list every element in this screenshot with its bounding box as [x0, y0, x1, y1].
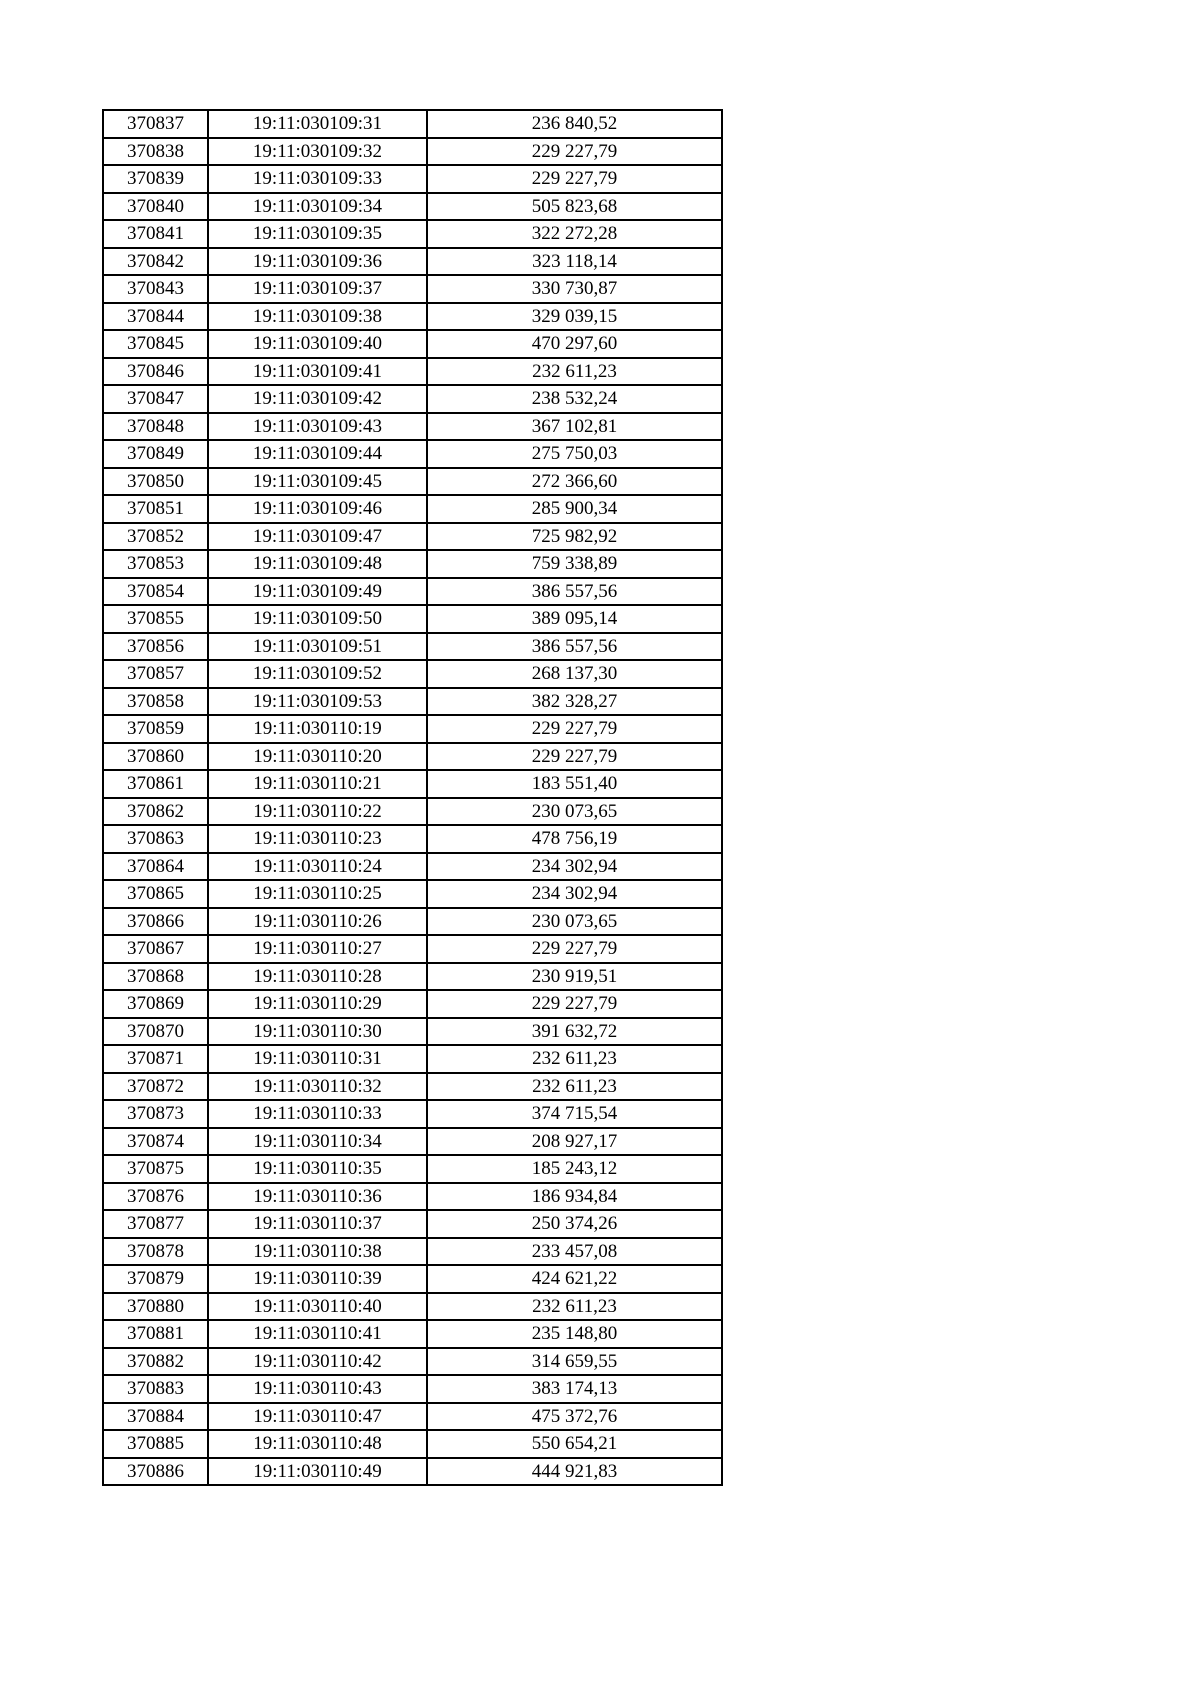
- table-row: [103, 798, 722, 826]
- cadastral-value-cell: 374 715,54: [427, 1100, 722, 1128]
- table-row: [103, 1458, 722, 1486]
- row-number-cell: 370867: [103, 935, 208, 963]
- table-row: [103, 1100, 722, 1128]
- row-number-cell: 370856: [103, 633, 208, 661]
- cadastral-number-cell: 19:11:030109:42: [208, 385, 427, 413]
- row-number-cell: 370871: [103, 1045, 208, 1073]
- cadastral-value-cell: 250 374,26: [427, 1210, 722, 1238]
- cadastral-value-cell: 232 611,23: [427, 1073, 722, 1101]
- cadastral-value-cell: 232 611,23: [427, 1293, 722, 1321]
- cadastral-number-cell: 19:11:030109:53: [208, 688, 427, 716]
- cadastral-number-cell: 19:11:030110:26: [208, 908, 427, 936]
- row-number-cell: 370853: [103, 550, 208, 578]
- row-number-cell: 370837: [103, 110, 208, 138]
- row-number-cell: 370855: [103, 605, 208, 633]
- cadastral-number-cell: 19:11:030110:25: [208, 880, 427, 908]
- cadastral-value-cell: 229 227,79: [427, 935, 722, 963]
- row-number-cell: 370851: [103, 495, 208, 523]
- cadastral-number-cell: 19:11:030109:33: [208, 165, 427, 193]
- cadastral-number-cell: 19:11:030109:43: [208, 413, 427, 441]
- row-number-cell: 370847: [103, 385, 208, 413]
- row-number-cell: 370868: [103, 963, 208, 991]
- cadastral-value-cell: 475 372,76: [427, 1403, 722, 1431]
- table-row: [103, 853, 722, 881]
- cadastral-value-cell: 232 611,23: [427, 1045, 722, 1073]
- cadastral-number-cell: 19:11:030109:47: [208, 523, 427, 551]
- cadastral-number-cell: 19:11:030109:45: [208, 468, 427, 496]
- cadastral-number-cell: 19:11:030110:42: [208, 1348, 427, 1376]
- cadastral-number-cell: 19:11:030110:38: [208, 1238, 427, 1266]
- table-row: [103, 1293, 722, 1321]
- cadastral-number-cell: 19:11:030110:37: [208, 1210, 427, 1238]
- table-row: [103, 358, 722, 386]
- table-row: [103, 440, 722, 468]
- cadastral-value-cell: 391 632,72: [427, 1018, 722, 1046]
- row-number-cell: 370854: [103, 578, 208, 606]
- cadastral-value-cell: 330 730,87: [427, 275, 722, 303]
- table-row: [103, 550, 722, 578]
- cadastral-value-cell: 229 227,79: [427, 715, 722, 743]
- table-row: [103, 633, 722, 661]
- row-number-cell: 370881: [103, 1320, 208, 1348]
- row-number-cell: 370842: [103, 248, 208, 276]
- cadastral-value-cell: 444 921,83: [427, 1458, 722, 1486]
- cadastral-value-cell: 272 366,60: [427, 468, 722, 496]
- cadastral-value-cell: 232 611,23: [427, 358, 722, 386]
- cadastral-number-cell: 19:11:030110:32: [208, 1073, 427, 1101]
- row-number-cell: 370885: [103, 1430, 208, 1458]
- row-number-cell: 370838: [103, 138, 208, 166]
- cadastral-number-cell: 19:11:030109:40: [208, 330, 427, 358]
- cadastral-value-cell: 238 532,24: [427, 385, 722, 413]
- cadastral-value-cell: 322 272,28: [427, 220, 722, 248]
- cadastral-number-cell: 19:11:030109:41: [208, 358, 427, 386]
- cadastral-number-cell: 19:11:030110:48: [208, 1430, 427, 1458]
- cadastral-value-cell: 268 137,30: [427, 660, 722, 688]
- table-row: [103, 110, 722, 138]
- cadastral-number-cell: 19:11:030110:39: [208, 1265, 427, 1293]
- cadastral-value-cell: 233 457,08: [427, 1238, 722, 1266]
- cadastral-number-cell: 19:11:030109:32: [208, 138, 427, 166]
- cadastral-value-cell: 323 118,14: [427, 248, 722, 276]
- row-number-cell: 370863: [103, 825, 208, 853]
- row-number-cell: 370873: [103, 1100, 208, 1128]
- row-number-cell: 370845: [103, 330, 208, 358]
- cadastral-value-cell: 505 823,68: [427, 193, 722, 221]
- table-row: [103, 275, 722, 303]
- row-number-cell: 370857: [103, 660, 208, 688]
- table-row: [103, 1375, 722, 1403]
- cadastral-value-cell: 367 102,81: [427, 413, 722, 441]
- row-number-cell: 370849: [103, 440, 208, 468]
- cadastral-value-cell: 230 073,65: [427, 908, 722, 936]
- cadastral-number-cell: 19:11:030110:29: [208, 990, 427, 1018]
- cadastral-number-cell: 19:11:030109:52: [208, 660, 427, 688]
- row-number-cell: 370848: [103, 413, 208, 441]
- cadastral-value-cell: 229 227,79: [427, 990, 722, 1018]
- row-number-cell: 370841: [103, 220, 208, 248]
- table-row: [103, 1155, 722, 1183]
- table-row: [103, 963, 722, 991]
- cadastral-number-cell: 19:11:030110:41: [208, 1320, 427, 1348]
- cadastral-value-cell: 725 982,92: [427, 523, 722, 551]
- row-number-cell: 370861: [103, 770, 208, 798]
- cadastral-value-cell: 230 073,65: [427, 798, 722, 826]
- cadastral-value-cell: 383 174,13: [427, 1375, 722, 1403]
- table-body: [103, 110, 722, 1485]
- cadastral-number-cell: 19:11:030110:24: [208, 853, 427, 881]
- table-row: [103, 1210, 722, 1238]
- table-row: [103, 1073, 722, 1101]
- cadastral-value-cell: 424 621,22: [427, 1265, 722, 1293]
- cadastral-value-cell: 235 148,80: [427, 1320, 722, 1348]
- row-number-cell: 370864: [103, 853, 208, 881]
- cadastral-value-cell: 236 840,52: [427, 110, 722, 138]
- cadastral-number-cell: 19:11:030110:30: [208, 1018, 427, 1046]
- cadastral-value-cell: 470 297,60: [427, 330, 722, 358]
- cadastral-number-cell: 19:11:030110:23: [208, 825, 427, 853]
- table-row: [103, 743, 722, 771]
- table-row: [103, 688, 722, 716]
- table-row: [103, 660, 722, 688]
- table-row: [103, 303, 722, 331]
- cadastral-number-cell: 19:11:030110:28: [208, 963, 427, 991]
- cadastral-number-cell: 19:11:030109:49: [208, 578, 427, 606]
- table-row: [103, 825, 722, 853]
- cadastral-value-cell: 234 302,94: [427, 853, 722, 881]
- table-row: [103, 578, 722, 606]
- cadastral-number-cell: 19:11:030110:21: [208, 770, 427, 798]
- cadastral-number-cell: 19:11:030109:31: [208, 110, 427, 138]
- row-number-cell: 370843: [103, 275, 208, 303]
- row-number-cell: 370846: [103, 358, 208, 386]
- row-number-cell: 370875: [103, 1155, 208, 1183]
- row-number-cell: 370876: [103, 1183, 208, 1211]
- cadastral-value-cell: 185 243,12: [427, 1155, 722, 1183]
- row-number-cell: 370858: [103, 688, 208, 716]
- row-number-cell: 370844: [103, 303, 208, 331]
- cadastral-number-cell: 19:11:030110:22: [208, 798, 427, 826]
- row-number-cell: 370840: [103, 193, 208, 221]
- cadastral-number-cell: 19:11:030110:49: [208, 1458, 427, 1486]
- table-row: [103, 715, 722, 743]
- cadastral-value-cell: 382 328,27: [427, 688, 722, 716]
- table-row: [103, 138, 722, 166]
- cadastral-value-cell: 329 039,15: [427, 303, 722, 331]
- cadastral-value-cell: 389 095,14: [427, 605, 722, 633]
- row-number-cell: 370859: [103, 715, 208, 743]
- row-number-cell: 370880: [103, 1293, 208, 1321]
- row-number-cell: 370869: [103, 990, 208, 1018]
- table-row: [103, 413, 722, 441]
- cadastral-number-cell: 19:11:030110:47: [208, 1403, 427, 1431]
- row-number-cell: 370860: [103, 743, 208, 771]
- row-number-cell: 370883: [103, 1375, 208, 1403]
- table-row: [103, 770, 722, 798]
- table-row: [103, 495, 722, 523]
- cadastral-value-cell: 285 900,34: [427, 495, 722, 523]
- cadastral-number-cell: 19:11:030109:35: [208, 220, 427, 248]
- cadastral-value-cell: 386 557,56: [427, 633, 722, 661]
- cadastral-number-cell: 19:11:030109:37: [208, 275, 427, 303]
- cadastral-number-cell: 19:11:030110:40: [208, 1293, 427, 1321]
- table-row: [103, 330, 722, 358]
- table-row: [103, 908, 722, 936]
- table-row: [103, 935, 722, 963]
- table-row: [103, 523, 722, 551]
- cadastral-number-cell: 19:11:030109:34: [208, 193, 427, 221]
- row-number-cell: 370852: [103, 523, 208, 551]
- cadastral-number-cell: 19:11:030110:27: [208, 935, 427, 963]
- cadastral-value-cell: 229 227,79: [427, 165, 722, 193]
- row-number-cell: 370850: [103, 468, 208, 496]
- table-row: [103, 1238, 722, 1266]
- cadastral-number-cell: 19:11:030109:38: [208, 303, 427, 331]
- table-row: [103, 165, 722, 193]
- cadastral-value-cell: 183 551,40: [427, 770, 722, 798]
- cadastral-number-cell: 19:11:030110:35: [208, 1155, 427, 1183]
- cadastral-value-cell: 208 927,17: [427, 1128, 722, 1156]
- table-row: [103, 1265, 722, 1293]
- row-number-cell: 370865: [103, 880, 208, 908]
- row-number-cell: 370866: [103, 908, 208, 936]
- cadastral-value-cell: 759 338,89: [427, 550, 722, 578]
- cadastral-value-cell: 275 750,03: [427, 440, 722, 468]
- row-number-cell: 370879: [103, 1265, 208, 1293]
- table-row: [103, 880, 722, 908]
- row-number-cell: 370862: [103, 798, 208, 826]
- table-row: [103, 605, 722, 633]
- cadastral-value-table: [102, 109, 723, 1486]
- row-number-cell: 370872: [103, 1073, 208, 1101]
- table-row: [103, 1128, 722, 1156]
- table-row: [103, 1018, 722, 1046]
- row-number-cell: 370878: [103, 1238, 208, 1266]
- row-number-cell: 370870: [103, 1018, 208, 1046]
- cadastral-number-cell: 19:11:030109:50: [208, 605, 427, 633]
- cadastral-value-cell: 229 227,79: [427, 138, 722, 166]
- cadastral-number-cell: 19:11:030110:19: [208, 715, 427, 743]
- cadastral-number-cell: 19:11:030110:34: [208, 1128, 427, 1156]
- cadastral-value-cell: 186 934,84: [427, 1183, 722, 1211]
- cadastral-number-cell: 19:11:030110:43: [208, 1375, 427, 1403]
- cadastral-value-cell: 386 557,56: [427, 578, 722, 606]
- table-row: [103, 1348, 722, 1376]
- cadastral-number-cell: 19:11:030109:51: [208, 633, 427, 661]
- cadastral-value-cell: 229 227,79: [427, 743, 722, 771]
- cadastral-number-cell: 19:11:030110:33: [208, 1100, 427, 1128]
- cadastral-number-cell: 19:11:030110:31: [208, 1045, 427, 1073]
- cadastral-number-cell: 19:11:030110:20: [208, 743, 427, 771]
- cadastral-value-cell: 314 659,55: [427, 1348, 722, 1376]
- row-number-cell: 370882: [103, 1348, 208, 1376]
- cadastral-value-cell: 230 919,51: [427, 963, 722, 991]
- table-row: [103, 990, 722, 1018]
- table-row: [103, 1403, 722, 1431]
- table-row: [103, 1320, 722, 1348]
- cadastral-value-cell: 234 302,94: [427, 880, 722, 908]
- cadastral-number-cell: 19:11:030109:36: [208, 248, 427, 276]
- row-number-cell: 370877: [103, 1210, 208, 1238]
- table-row: [103, 1430, 722, 1458]
- row-number-cell: 370886: [103, 1458, 208, 1486]
- table-row: [103, 248, 722, 276]
- cadastral-number-cell: 19:11:030109:48: [208, 550, 427, 578]
- cadastral-value-cell: 550 654,21: [427, 1430, 722, 1458]
- table-row: [103, 385, 722, 413]
- table-row: [103, 193, 722, 221]
- row-number-cell: 370874: [103, 1128, 208, 1156]
- table-row: [103, 1183, 722, 1211]
- cadastral-number-cell: 19:11:030110:36: [208, 1183, 427, 1211]
- table-row: [103, 1045, 722, 1073]
- table-row: [103, 468, 722, 496]
- cadastral-value-cell: 478 756,19: [427, 825, 722, 853]
- cadastral-number-cell: 19:11:030109:46: [208, 495, 427, 523]
- row-number-cell: 370839: [103, 165, 208, 193]
- table-row: [103, 220, 722, 248]
- cadastral-number-cell: 19:11:030109:44: [208, 440, 427, 468]
- row-number-cell: 370884: [103, 1403, 208, 1431]
